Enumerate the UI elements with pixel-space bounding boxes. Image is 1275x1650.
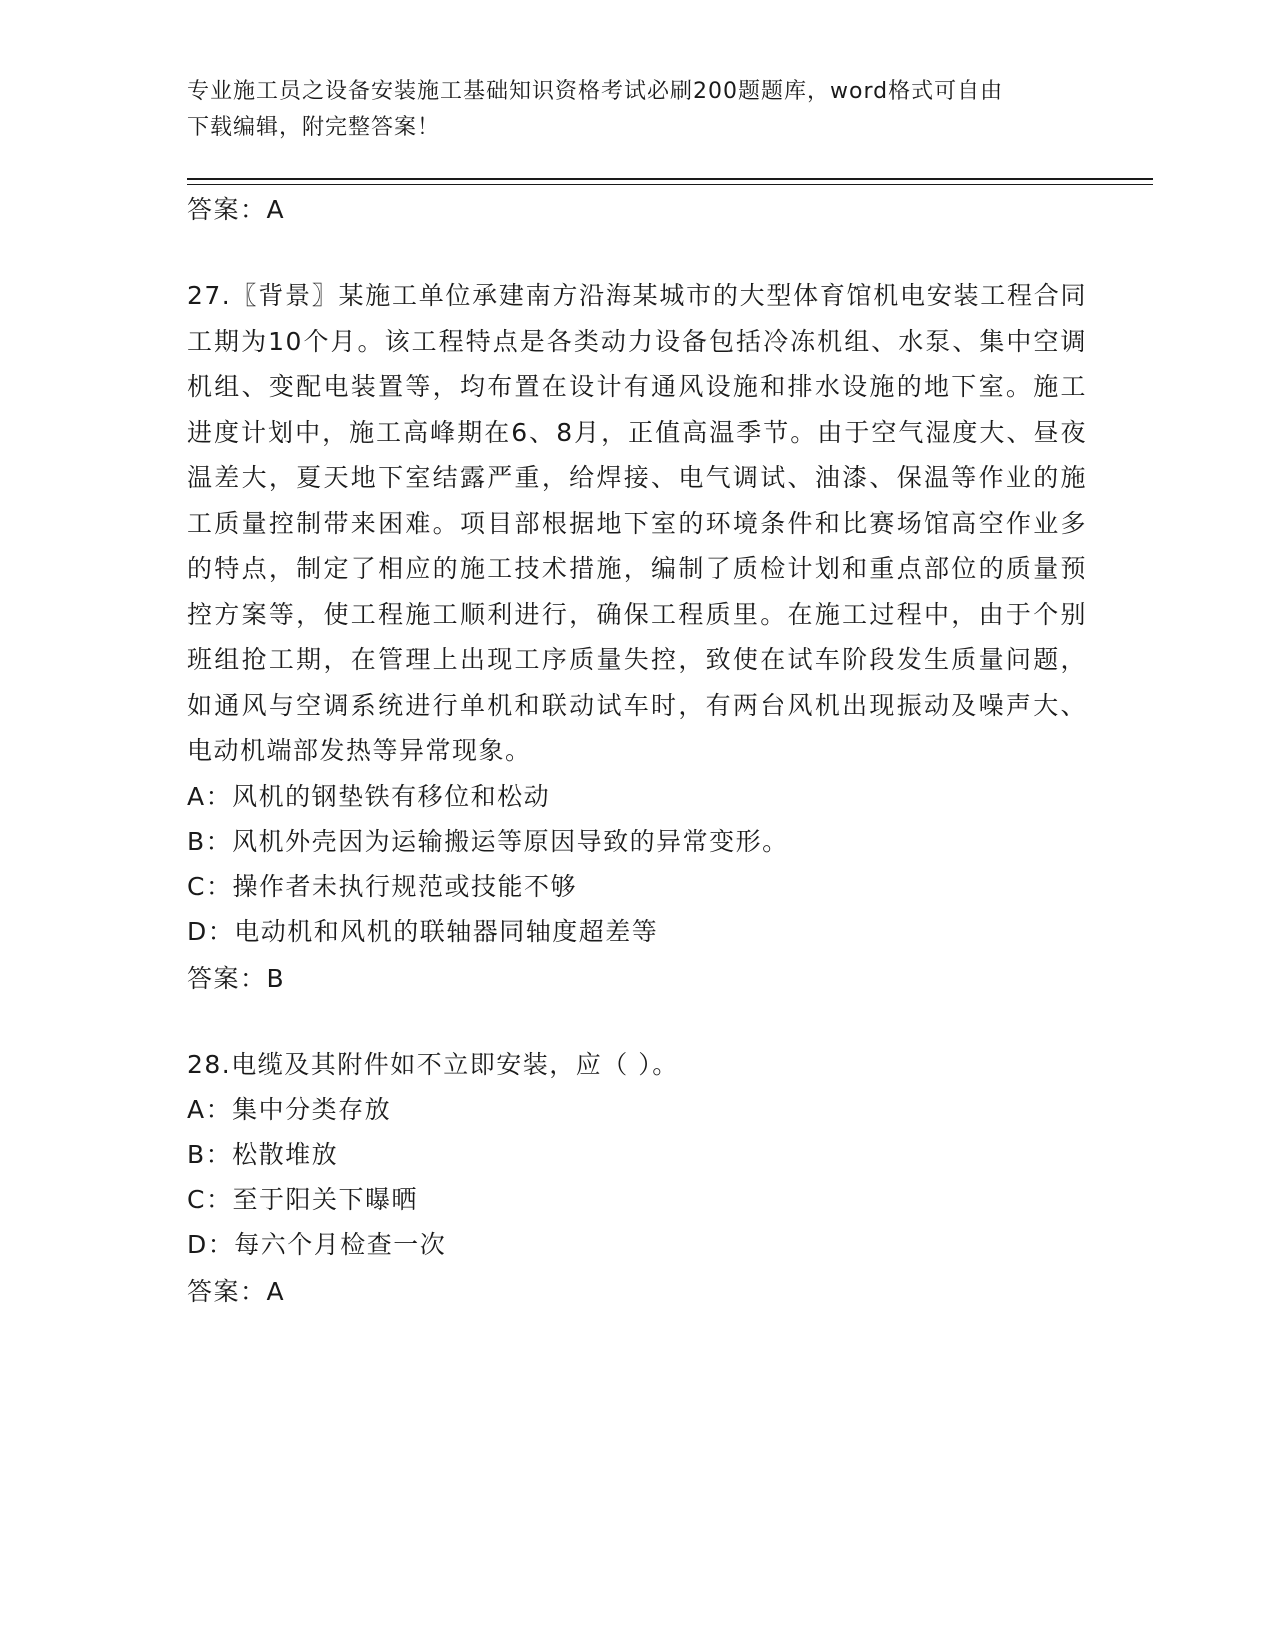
option-a: A：风机的钢垫铁有移位和松动 (187, 781, 551, 811)
question-27 (187, 273, 1087, 1004)
answer: 答案：A (187, 1277, 286, 1306)
question-text: 27.〖背景〗某施工单位承建南方沿海某城市的大型体育馆机电安装工程合同工期为10个月。该工程特点是各类动力设备包括冷冻机组、水泵、集中空调机组、变配电装置等，均布置在设计有通风设施和排水设施的地下室。施工进度计划中，施工高峰期在6、8月，正值高温季节。由于空气湿度大、昼夜温差大，夏天地下室结露严重，给焊接、电气调试、油漆、保温等作业的施工质量控制带来困难。项目部根据地下室的环境条件和比赛场馆高空作业多的特点，制定了相应的施工技术措施，编制了质检计划和重点部位的质量预控方案等，使工程施工顺利进行，确保工程质里。在施工过程中，由于个别班组抢工期，在管理上出现工序质量失控，致使在试车阶段发生质量问题，如通风与空调系统进行单机和联动试车时，有两台风机出现振动及噪声大、电动机端部发热等异常现象。 (187, 281, 1087, 765)
header-line-1: 专业施工员之设备安装施工基础知识资格考试必刷200题题库，word格式可自由 (187, 79, 1004, 104)
option-a: A：集中分类存放 (187, 1095, 392, 1124)
option-d: D：每六个月检查一次 (187, 1230, 447, 1259)
header-line-2: 下载编辑，附完整答案！ (187, 115, 441, 140)
option-d: D：电动机和风机的联轴器同轴度超差等 (187, 916, 659, 946)
option-b: B：风机外壳因为运输搬运等原因导致的异常变形。 (187, 826, 789, 856)
document-header (187, 74, 1067, 146)
answer: 答案：B (187, 963, 286, 993)
document-body (187, 185, 1087, 1317)
header-divider (187, 178, 1153, 180)
option-c: C：操作者未执行规范或技能不够 (187, 871, 577, 901)
option-c: C：至于阳关下曝晒 (187, 1185, 418, 1214)
option-b: B：松散堆放 (187, 1140, 339, 1169)
question-text: 28.电缆及其附件如不立即安装，应（ ）。 (187, 1049, 679, 1079)
question-28 (187, 1042, 1087, 1318)
previous-answer: 答案：A (187, 195, 286, 224)
